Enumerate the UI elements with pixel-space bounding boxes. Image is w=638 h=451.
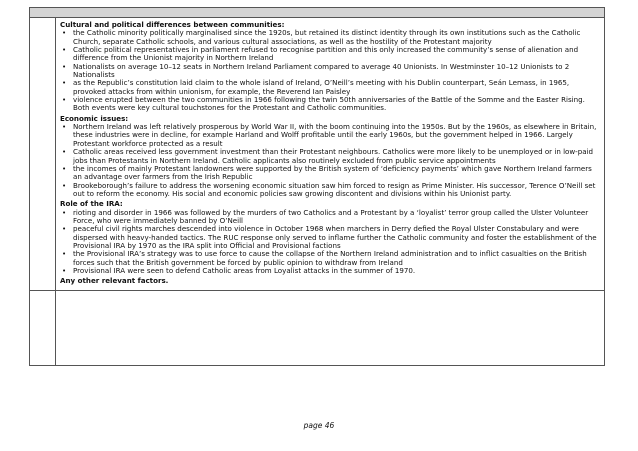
section-title-cultural: Cultural and political differences between communities:	[60, 20, 285, 29]
list-item: • Brookeborough’s failure to address the worsening economic situation saw him forced to resign as Prime Minister. His successor, Terence O’Neill set out to reform the economy. His social and economic policies saw growing discontent and divisions within his Unionist party.	[60, 182, 600, 199]
empty-row	[30, 291, 604, 365]
list-item: • the incomes of mainly Protestant landowners were supported by the British system of ‘deficiency payments’ which gave Northern Ireland farmers an advantage over farmers from the Irish Republic	[60, 165, 600, 182]
list-item: • rioting and disorder in 1966 was followed by the murders of two Catholics and a Protestant by a ‘loyalist’ terror group called the Ulster Volunteer Force, who were immediately banned by O’Neill	[60, 209, 600, 226]
closing-line: Any other relevant factors.	[60, 276, 169, 286]
list-cultural	[60, 29, 600, 112]
empty-gutter-cell	[30, 291, 56, 365]
marking-table	[29, 7, 605, 366]
list-item: • Catholic political representatives in parliament refused to recognise partition and this only increased the community’s sense of alienation and difference from the Unionist majority in Northern Ireland	[60, 46, 600, 63]
empty-cell	[56, 291, 604, 365]
list-item: • Nationalists on average 10–12 seats in Northern Ireland Parliament compared to average 40 Unionists. In Westminster 10–12 Unionists to 2 Nationalists	[60, 63, 600, 80]
list-item: • the Provisional IRA’s strategy was to use force to cause the collapse of the Northern Ireland administration and to inflict casualties on the British forces such that the British government be forced by public opinion to withdraw from Ireland	[60, 250, 600, 267]
list-item: • the Catholic minority politically marginalised since the 1920s, but retained its distinct identity through its own institutions such as the Catholic Church, separate Catholic schools, and various cultural associations, as well as the hostility of the Protestant majority	[60, 29, 600, 46]
list-item: • Provisional IRA were seen to defend Catholic areas from Loyalist attacks in the summer of 1970.	[60, 267, 600, 275]
list-item: • Northern Ireland was left relatively prosperous by World War II, with the boom continuing into the 1950s. But by the 1960s, as elsewhere in Britain, these industries were in decline, for example Harland and Wolff profitable until the early 1960s, but the government helped in 1966. Largely Protestant workforce protected as a result	[60, 123, 600, 148]
content-row	[30, 18, 604, 291]
section-title-ira: Role of the IRA:	[60, 199, 123, 209]
list-item: • peaceful civil rights marches descended into violence in October 1968 when marchers in Derry defied the Royal Ulster Constabulary and were dispersed with heavy-handed tactics. The RUC response only served to inflame further the Catholic community and foster the establishment of the Provisional IRA by 1970 as the IRA split into Official and Provisional factions	[60, 225, 600, 250]
list-item: • Catholic areas received less government investment than their Protestant neighbours. Catholics were more likely to be unemployed or in low-paid jobs than Protestants in Northern Ireland. Catholic applicants also routinely excluded from public service appointments	[60, 148, 600, 165]
list-economic	[60, 123, 600, 198]
list-item: • violence erupted between the two communities in 1966 following the twin 50th anniversaries of the Battle of the Somme and the Easter Rising. Both events were key cultural touchstones for the Protestant and Catholic communities.	[60, 96, 600, 113]
section-title-economic: Economic issues:	[60, 113, 129, 123]
left-gutter-cell	[30, 18, 56, 290]
list-item: • as the Republic’s constitution laid claim to the whole island of Ireland, O’Neill’s meeting with his Dublin counterpart, Seán Lemass, in 1965, provoked attacks from within unionism, for example, the Reverend Ian Paisley	[60, 79, 600, 96]
page-number: page 46	[303, 421, 335, 430]
content-cell	[56, 18, 604, 290]
table-header-row	[30, 8, 604, 18]
list-ira	[60, 209, 600, 276]
